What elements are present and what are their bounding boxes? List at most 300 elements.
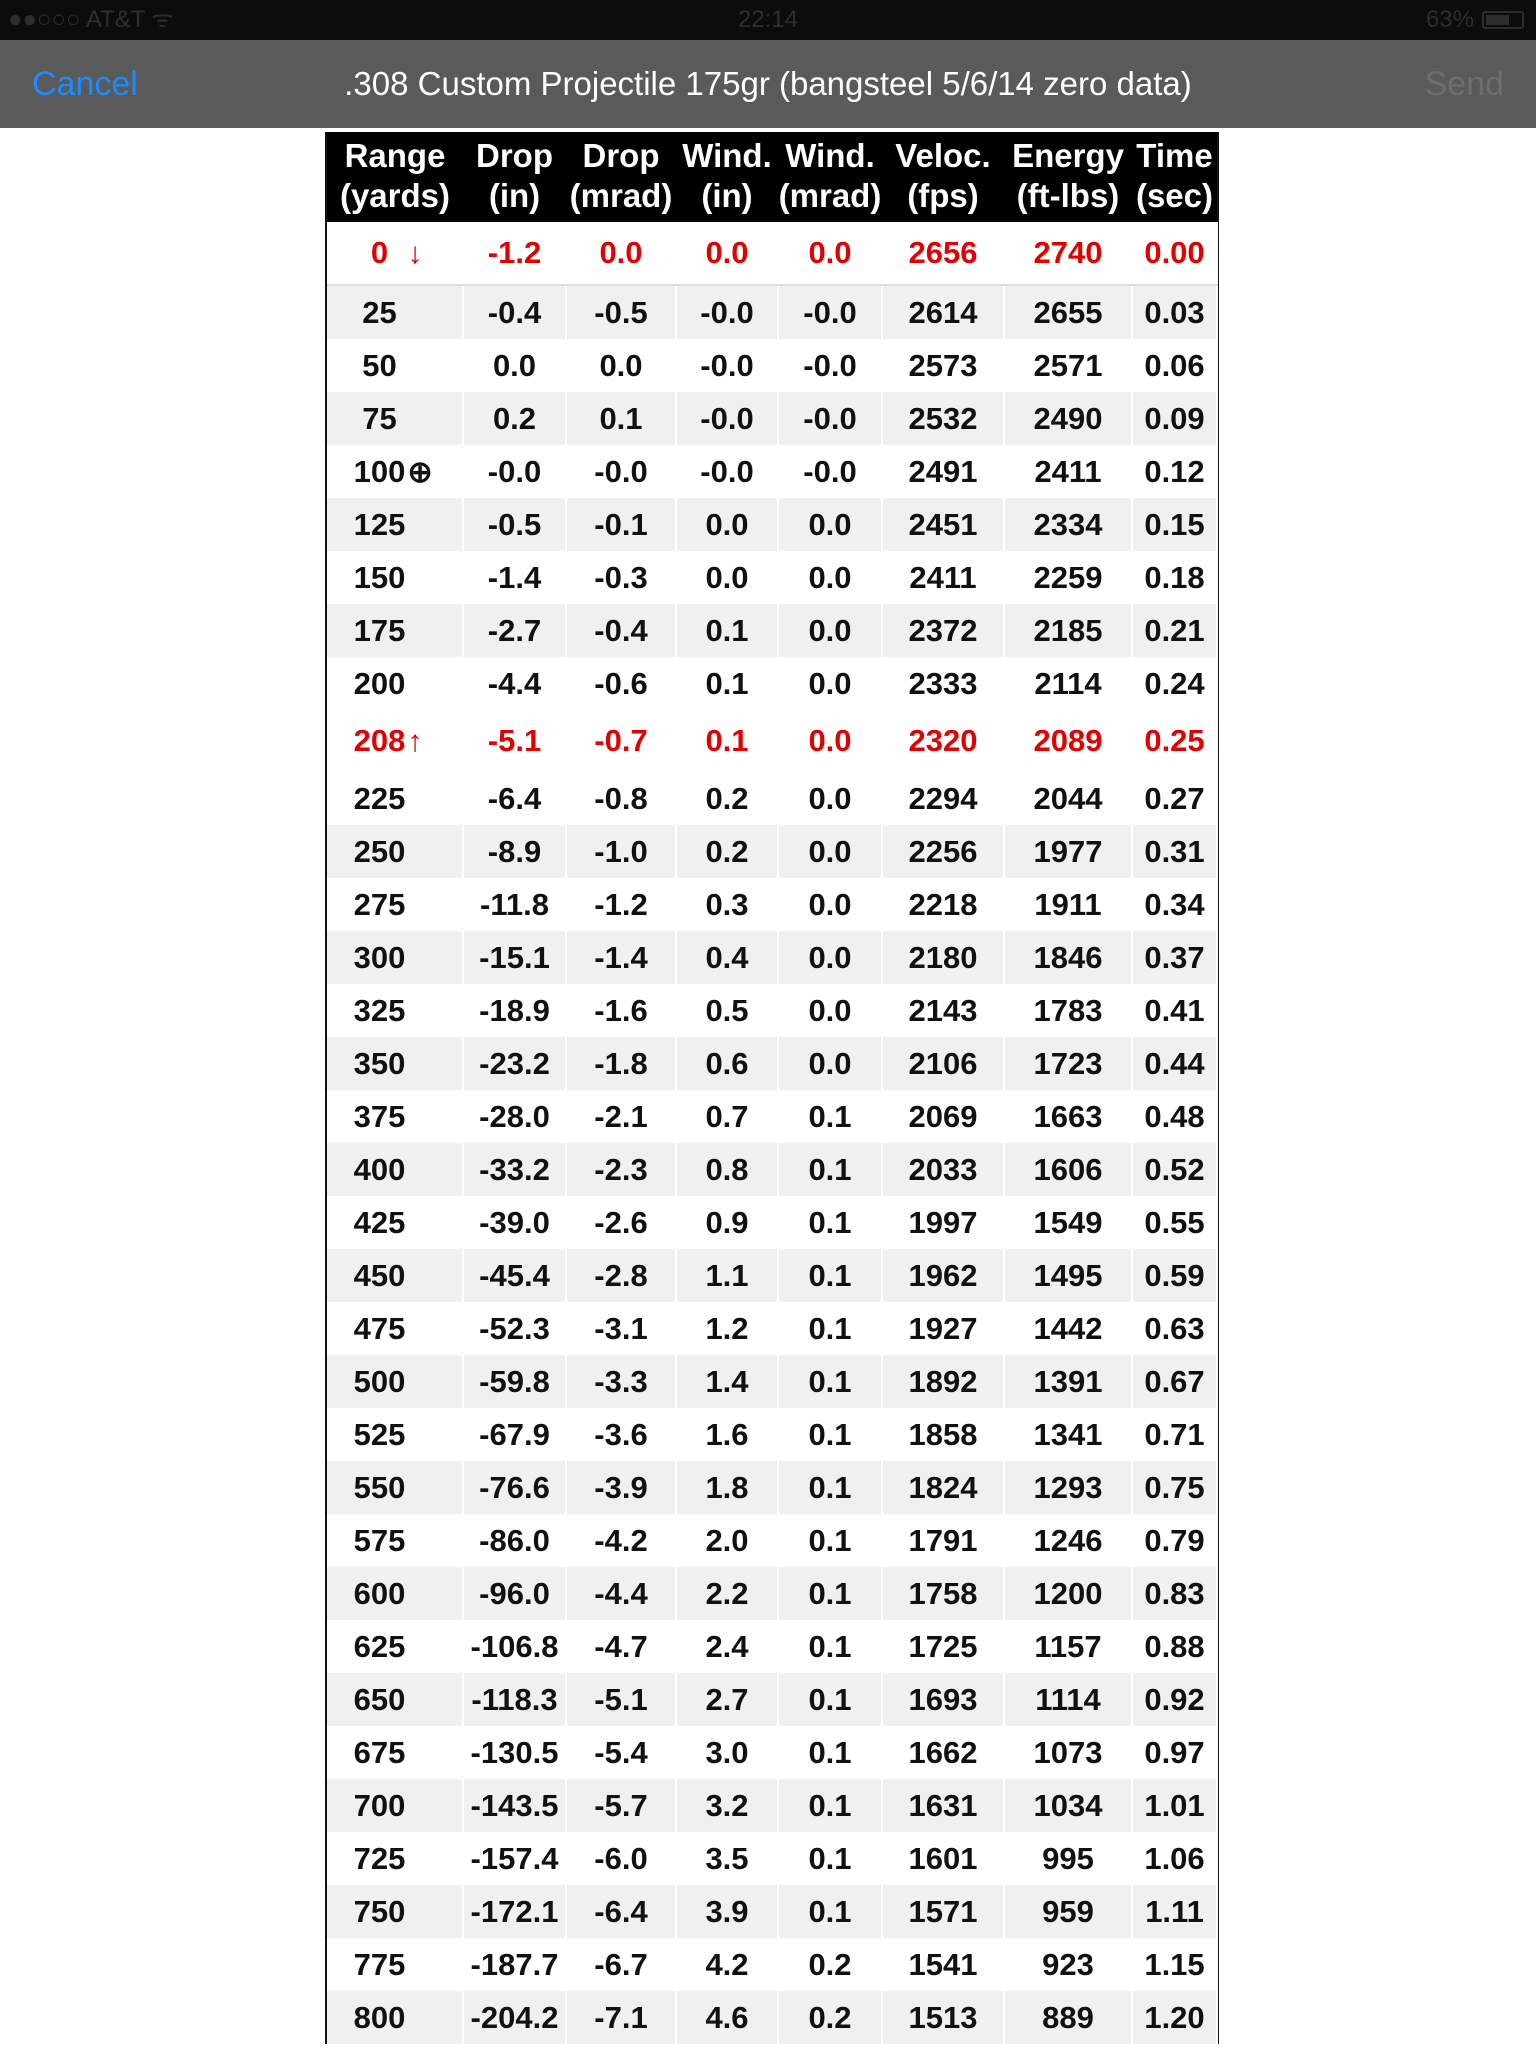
range-cell [327,710,463,772]
up-arrow-icon: ↑ [407,725,423,758]
velocity-cell: 1662 [882,1726,1004,1779]
range-cell [327,1090,463,1143]
range-cell [327,772,463,825]
wind-mrad-cell: 0.0 [778,710,882,772]
table-row [327,657,1217,710]
column-header-title: Energy [1012,137,1124,174]
table-row [327,1355,1217,1408]
velocity-cell: 2180 [882,931,1004,984]
drop-in-cell: -39.0 [463,1196,566,1249]
velocity-cell: 2033 [882,1143,1004,1196]
drop-in-cell: -187.7 [463,1938,566,1991]
range-value: 550 [353,1469,406,1505]
battery-indicator [1426,0,1524,40]
range-cell [327,551,463,604]
table-row [327,878,1217,931]
battery-percent: 63% [1425,6,1474,33]
velocity-cell: 2656 [882,222,1004,285]
energy-cell: 1846 [1004,931,1132,984]
wind-in-cell: 0.3 [676,878,778,931]
range-cell [327,1355,463,1408]
column-header-title: Veloc. [895,137,991,174]
velocity-cell: 2218 [882,878,1004,931]
table-row [327,1620,1217,1673]
table-row [327,1991,1217,2044]
wind-mrad-cell: 0.1 [778,1090,882,1143]
energy-cell: 2259 [1004,551,1132,604]
table-row [327,222,1217,285]
wind-mrad-cell: 0.0 [778,222,882,285]
range-cell [327,339,463,392]
range-cell [327,604,463,657]
time-cell: 1.11 [1132,1885,1217,1938]
wind-in-cell: 2.0 [676,1514,778,1567]
range-cell [327,222,463,285]
drop-in-cell: -11.8 [463,878,566,931]
energy-cell: 1723 [1004,1037,1132,1090]
range-value: 275 [353,886,406,922]
wind-mrad-cell: 0.0 [778,878,882,931]
range-cell [327,1408,463,1461]
drop-mrad-cell: -0.4 [566,604,676,657]
wind-mrad-cell: 0.0 [778,772,882,825]
energy-cell: 2044 [1004,772,1132,825]
energy-cell: 923 [1004,1938,1132,1991]
range-value: 300 [353,939,406,975]
drop-mrad-cell: -3.1 [566,1302,676,1355]
wind-mrad-cell: 0.0 [778,498,882,551]
velocity-cell: 2573 [882,339,1004,392]
wind-in-cell: -0.0 [676,445,778,498]
velocity-cell: 2256 [882,825,1004,878]
status-time: 22:14 [737,6,799,33]
energy-cell: 1157 [1004,1620,1132,1673]
wind-mrad-cell: 0.0 [778,604,882,657]
wind-mrad-cell: 0.0 [778,657,882,710]
wind-mrad-cell: -0.0 [778,445,882,498]
range-value: 225 [353,780,406,816]
time-cell: 0.21 [1132,604,1217,657]
range-cell [327,931,463,984]
energy-cell: 959 [1004,1885,1132,1938]
column-header-energy [1004,132,1132,222]
drop-mrad-cell: -2.6 [566,1196,676,1249]
drop-mrad-cell: -6.4 [566,1885,676,1938]
drop-mrad-cell: -0.8 [566,772,676,825]
range-value: 775 [353,1946,406,1982]
drop-mrad-cell: -6.7 [566,1938,676,1991]
wind-mrad-cell: 0.1 [778,1832,882,1885]
table-row [327,339,1217,392]
range-cell [327,1249,463,1302]
drop-mrad-cell: -1.8 [566,1037,676,1090]
energy-cell: 2089 [1004,710,1132,772]
column-header-unit: (mrad) [778,177,882,214]
velocity-cell: 1858 [882,1408,1004,1461]
drop-mrad-cell: -3.6 [566,1408,676,1461]
wind-mrad-cell: 0.1 [778,1461,882,1514]
velocity-cell: 1693 [882,1673,1004,1726]
table-row [327,1302,1217,1355]
drop-in-cell: -28.0 [463,1090,566,1143]
velocity-cell: 1571 [882,1885,1004,1938]
energy-cell: 2571 [1004,339,1132,392]
table-row [327,1461,1217,1514]
energy-cell: 889 [1004,1991,1132,2044]
range-value: 475 [353,1310,406,1346]
wind-in-cell: 0.9 [676,1196,778,1249]
wind-mrad-cell: 0.0 [778,825,882,878]
range-cell [327,1514,463,1567]
time-cell: 0.52 [1132,1143,1217,1196]
velocity-cell: 1791 [882,1514,1004,1567]
drop-in-cell: -8.9 [463,825,566,878]
table-row [327,392,1217,445]
status-bar [0,0,1536,40]
wind-in-cell: 0.2 [676,825,778,878]
range-cell [327,878,463,931]
range-value: 725 [353,1840,406,1876]
range-value: 150 [353,559,406,595]
time-cell: 0.71 [1132,1408,1217,1461]
nav-bar [0,40,1536,128]
time-cell: 0.59 [1132,1249,1217,1302]
drop-in-cell: -1.4 [463,551,566,604]
range-value: 25 [362,294,397,330]
column-header-title: Time [1136,137,1213,174]
energy-cell: 1911 [1004,878,1132,931]
drop-mrad-cell: -0.6 [566,657,676,710]
velocity-cell: 1725 [882,1620,1004,1673]
velocity-cell: 2333 [882,657,1004,710]
energy-cell: 1977 [1004,825,1132,878]
wind-in-cell: 3.5 [676,1832,778,1885]
drop-mrad-cell: -6.0 [566,1832,676,1885]
drop-in-cell: -4.4 [463,657,566,710]
velocity-cell: 2411 [882,551,1004,604]
table-row [327,1196,1217,1249]
table-body [327,222,1217,2044]
range-value: 800 [353,1999,406,2035]
drop-in-cell: 0.0 [463,339,566,392]
velocity-cell: 1962 [882,1249,1004,1302]
drop-mrad-cell: -5.4 [566,1726,676,1779]
range-value: 350 [353,1045,406,1081]
velocity-cell: 1601 [882,1832,1004,1885]
table-row [327,551,1217,604]
time-cell: 0.79 [1132,1514,1217,1567]
range-value: 525 [353,1416,406,1452]
drop-in-cell: -5.1 [463,710,566,772]
drop-in-cell: -96.0 [463,1567,566,1620]
time-cell: 0.18 [1132,551,1217,604]
time-cell: 0.88 [1132,1620,1217,1673]
energy-cell: 1341 [1004,1408,1132,1461]
table-row [327,1726,1217,1779]
drop-mrad-cell: -0.7 [566,710,676,772]
wind-in-cell: 0.1 [676,604,778,657]
wind-mrad-cell: -0.0 [778,339,882,392]
wind-in-cell: -0.0 [676,285,778,339]
velocity-cell: 1892 [882,1355,1004,1408]
time-cell: 0.44 [1132,1037,1217,1090]
range-value: 600 [353,1575,406,1611]
energy-cell: 2740 [1004,222,1132,285]
drop-mrad-cell: -1.4 [566,931,676,984]
velocity-cell: 1513 [882,1991,1004,2044]
drop-in-cell: -15.1 [463,931,566,984]
column-header-title: Drop [476,137,553,174]
carrier-label: ●●○○○ AT&T ᯤ [8,6,174,33]
drop-in-cell: -130.5 [463,1726,566,1779]
time-cell: 0.55 [1132,1196,1217,1249]
table-row [327,1673,1217,1726]
wind-in-cell: -0.0 [676,392,778,445]
wind-in-cell: 1.4 [676,1355,778,1408]
range-cell [327,984,463,1037]
wind-mrad-cell: 0.1 [778,1567,882,1620]
drop-mrad-cell: -5.1 [566,1673,676,1726]
table-row [327,1090,1217,1143]
table-row [327,1408,1217,1461]
range-cell [327,1726,463,1779]
zero-crosshair-icon: ⊕ [407,455,433,489]
wind-in-cell: 0.7 [676,1090,778,1143]
range-cell [327,1620,463,1673]
wind-in-cell: 0.0 [676,222,778,285]
energy-cell: 1663 [1004,1090,1132,1143]
time-cell: 1.15 [1132,1938,1217,1991]
table-row [327,825,1217,878]
table-row [327,1249,1217,1302]
wind-in-cell: 2.7 [676,1673,778,1726]
table-row [327,1514,1217,1567]
energy-cell: 2185 [1004,604,1132,657]
ballistics-table-container[interactable] [325,132,1219,2044]
drop-in-cell: -106.8 [463,1620,566,1673]
drop-mrad-cell: -4.7 [566,1620,676,1673]
table-row [327,710,1217,772]
range-cell [327,1037,463,1090]
range-value: 500 [353,1363,406,1399]
wind-mrad-cell: 0.1 [778,1196,882,1249]
wind-in-cell: 4.2 [676,1938,778,1991]
range-value: 425 [353,1204,406,1240]
range-cell [327,657,463,710]
drop-in-cell: -6.4 [463,772,566,825]
wind-in-cell: 1.8 [676,1461,778,1514]
range-value: 450 [353,1257,406,1293]
time-cell: 0.34 [1132,878,1217,931]
drop-in-cell: -2.7 [463,604,566,657]
time-cell: 0.63 [1132,1302,1217,1355]
table-row [327,1567,1217,1620]
drop-mrad-cell: -2.3 [566,1143,676,1196]
range-cell [327,1779,463,1832]
table-row [327,1832,1217,1885]
wind-in-cell: 0.6 [676,1037,778,1090]
velocity-cell: 2143 [882,984,1004,1037]
page-title: .308 Custom Projectile 175gr (bangsteel 5/6/14 zero data) [344,65,1192,102]
column-header-title: Drop [582,137,660,174]
range-value: 700 [353,1787,406,1823]
wind-in-cell: 3.9 [676,1885,778,1938]
wind-mrad-cell: 0.0 [778,984,882,1037]
drop-in-cell: -118.3 [463,1673,566,1726]
range-value: 100 [353,453,406,489]
velocity-cell: 1997 [882,1196,1004,1249]
drop-in-cell: -33.2 [463,1143,566,1196]
table-row [327,931,1217,984]
wind-in-cell: 1.6 [676,1408,778,1461]
wind-mrad-cell: -0.0 [778,392,882,445]
column-header-unit: (fps) [907,177,979,214]
wind-in-cell: 0.1 [676,657,778,710]
drop-in-cell: -45.4 [463,1249,566,1302]
range-cell [327,1991,463,2044]
range-value: 675 [353,1734,406,1770]
range-cell [327,1302,463,1355]
send-button[interactable]: Send [1424,65,1504,103]
velocity-cell: 2372 [882,604,1004,657]
range-value: 50 [362,347,397,383]
range-value: 400 [353,1151,406,1187]
range-value: 208 [353,723,406,758]
range-cell [327,285,463,339]
wind-in-cell: 0.0 [676,498,778,551]
range-value: 200 [353,665,406,701]
column-header-unit: (sec) [1135,177,1214,214]
time-cell: 0.25 [1132,710,1217,772]
energy-cell: 1246 [1004,1514,1132,1567]
drop-in-cell: -76.6 [463,1461,566,1514]
column-header-unit: (yards) [339,177,451,214]
drop-in-cell: -0.0 [463,445,566,498]
column-header-title: Wind. [785,137,875,174]
range-value: 125 [353,506,406,542]
drop-mrad-cell: -7.1 [566,1991,676,2044]
wind-in-cell: 3.0 [676,1726,778,1779]
time-cell: 0.75 [1132,1461,1217,1514]
wind-in-cell: 0.1 [676,710,778,772]
wind-mrad-cell: 0.1 [778,1620,882,1673]
wind-mrad-cell: 0.1 [778,1302,882,1355]
energy-cell: 995 [1004,1832,1132,1885]
energy-cell: 1293 [1004,1461,1132,1514]
table-row [327,1037,1217,1090]
drop-in-cell: -67.9 [463,1408,566,1461]
range-cell [327,1885,463,1938]
range-cell [327,1143,463,1196]
drop-mrad-cell: 0.0 [566,222,676,285]
table-row [327,285,1217,339]
wind-mrad-cell: 0.2 [778,1991,882,2044]
wind-mrad-cell: 0.1 [778,1249,882,1302]
wind-in-cell: 0.5 [676,984,778,1037]
wind-mrad-cell: 0.1 [778,1355,882,1408]
time-cell: 0.03 [1132,285,1217,339]
time-cell: 0.24 [1132,657,1217,710]
range-cell [327,445,463,498]
time-cell: 0.37 [1132,931,1217,984]
drop-in-cell: -52.3 [463,1302,566,1355]
wind-mrad-cell: 0.2 [778,1938,882,1991]
table-row [327,772,1217,825]
energy-cell: 1442 [1004,1302,1132,1355]
wind-mrad-cell: 0.1 [778,1514,882,1567]
drop-mrad-cell: -1.0 [566,825,676,878]
range-value: 250 [353,833,406,869]
energy-cell: 2411 [1004,445,1132,498]
column-header-time [1132,132,1217,222]
table-row [327,1143,1217,1196]
range-cell [327,1461,463,1514]
range-value: 575 [353,1522,406,1558]
velocity-cell: 2532 [882,392,1004,445]
wind-mrad-cell: 0.1 [778,1779,882,1832]
drop-in-cell: -1.2 [463,222,566,285]
velocity-cell: 1758 [882,1567,1004,1620]
drop-mrad-cell: -0.5 [566,285,676,339]
column-header-title: Wind. [682,137,772,174]
energy-cell: 2334 [1004,498,1132,551]
time-cell: 0.67 [1132,1355,1217,1408]
time-cell: 0.09 [1132,392,1217,445]
velocity-cell: 2451 [882,498,1004,551]
drop-in-cell: -18.9 [463,984,566,1037]
drop-in-cell: -23.2 [463,1037,566,1090]
energy-cell: 1073 [1004,1726,1132,1779]
column-header-wind-mrad [778,132,882,222]
table-header-row [327,132,1217,222]
time-cell: 1.06 [1132,1832,1217,1885]
table-row [327,498,1217,551]
drop-in-cell: -157.4 [463,1832,566,1885]
cancel-button[interactable]: Cancel [32,65,138,103]
energy-cell: 1495 [1004,1249,1132,1302]
range-cell [327,1938,463,1991]
time-cell: 0.06 [1132,339,1217,392]
range-cell [327,1673,463,1726]
drop-mrad-cell: 0.0 [566,339,676,392]
column-header-wind-in [676,132,778,222]
table-row [327,1885,1217,1938]
wind-mrad-cell: 0.1 [778,1673,882,1726]
drop-mrad-cell: -0.0 [566,445,676,498]
drop-in-cell: 0.2 [463,392,566,445]
wind-in-cell: 2.2 [676,1567,778,1620]
column-header-title: Range [344,137,446,174]
energy-cell: 2490 [1004,392,1132,445]
time-cell: 0.12 [1132,445,1217,498]
wind-mrad-cell: 0.0 [778,551,882,604]
velocity-cell: 1927 [882,1302,1004,1355]
time-cell: 0.48 [1132,1090,1217,1143]
wind-mrad-cell: -0.0 [778,285,882,339]
time-cell: 0.92 [1132,1673,1217,1726]
energy-cell: 2655 [1004,285,1132,339]
table-row [327,984,1217,1037]
velocity-cell: 2106 [882,1037,1004,1090]
velocity-cell: 2294 [882,772,1004,825]
wind-in-cell: 0.0 [676,551,778,604]
wind-in-cell: 3.2 [676,1779,778,1832]
drop-mrad-cell: -1.2 [566,878,676,931]
time-cell: 1.01 [1132,1779,1217,1832]
drop-in-cell: -204.2 [463,1991,566,2044]
wind-mrad-cell: 0.0 [778,1037,882,1090]
velocity-cell: 1824 [882,1461,1004,1514]
